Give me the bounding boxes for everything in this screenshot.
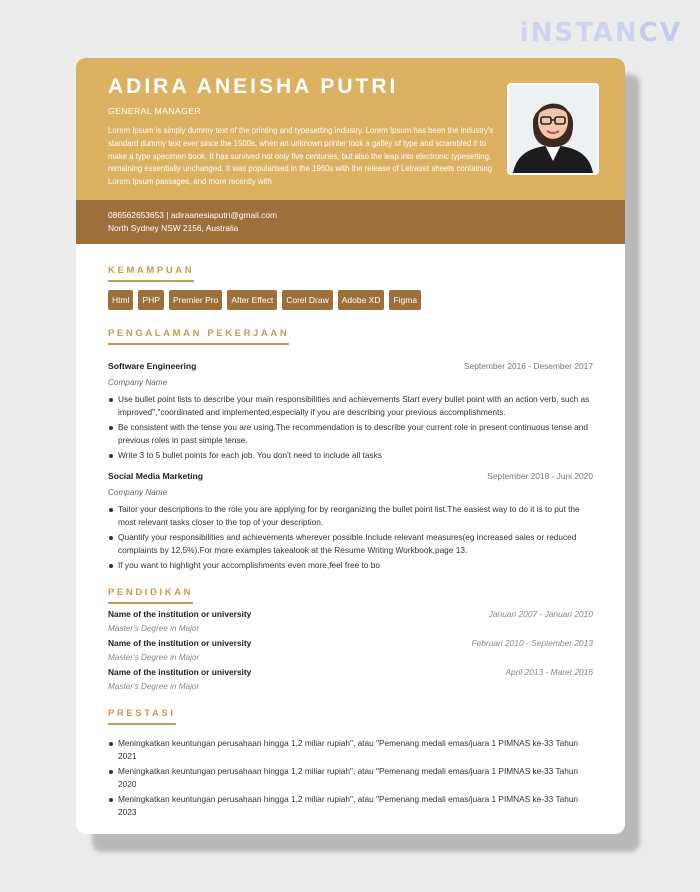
skills-list (108, 290, 593, 310)
job-bullet: If you want to highlight your accomplishments even more,feel free to bo (118, 559, 593, 572)
job-bullet: Write 3 to 5 bullet points for each job. You don't need to include all tasks (118, 449, 593, 462)
brand-logo-text: iNSTAN (519, 18, 639, 48)
person-name: ADIRA ANEISHA PUTRI (108, 75, 399, 98)
job-bullet: Tailor your descriptions to the role you are applying for by reorganizing the bullet point list.The easiest way to do it is to put the most relevant tasks closer to the top of your description. (118, 503, 593, 529)
education-degree: Master's Degree in Major (108, 653, 200, 662)
brand-logo (520, 18, 682, 48)
achievements-list (108, 737, 593, 819)
education-heading: PENDIDIKAN (108, 587, 193, 604)
education-degree: Master's Degree in Major (108, 624, 200, 633)
skill-tag: PHP (138, 290, 163, 310)
skills-heading: KEMAMPUAN (108, 265, 194, 282)
profile-summary: Lorem Ipsum is simply dummy text of the printing and typesetting industry. Lorem Ipsum has been the industry's standard dummy text ever since the 1500s, when an unknown printer took a galley of type and scrambled it to make a type specimen book. It has survived not only five centuries, but also the leap into electronic typesetting, remaining essentially unchanged. It was popularised in the 1960s with the release of Letraset sheets containing Lorem Ipsum passages, and more recently with (108, 126, 494, 187)
education-list (108, 609, 593, 691)
skill-tag: Figma (389, 290, 421, 310)
achievement-item: Meningkatkan keuntungan perusahaan hingga 1,2 miliar rupiah", atau "Pemenang medali emas/juara 1 PIMNAS ke-33 Tahun 2021 (118, 737, 593, 763)
achievement-item: Meningkatkan keuntungan perusahaan hingga 1,2 miliar rupiah", atau "Pemenang medali emas/juara 1 PIMNAS ke-33 Tahun 2020 (118, 765, 593, 791)
job-bullet: Be consistent with the tense you are using.The recommendation is to describe your current role in present continuous tense and previous roles in past simple tense. (118, 421, 593, 447)
job-company: Company Name (108, 488, 168, 497)
education-entry (108, 638, 593, 662)
contact-address: North Sydney NSW 2156, Australia (108, 223, 239, 233)
education-date: Januari 2007 - Januari 2010 (488, 609, 593, 619)
job-bullets (108, 503, 593, 572)
portrait-illustration (509, 85, 597, 173)
brand-logo-cv: CV (638, 18, 682, 48)
job-title: Software Engineering (108, 361, 197, 371)
institution-name: Name of the institution or university (108, 638, 252, 648)
education-degree: Master's Degree in Major (108, 682, 200, 691)
education-entry (108, 667, 593, 691)
resume-body (76, 244, 625, 819)
person-role: GENERAL MANAGER (108, 106, 202, 116)
education-entry (108, 609, 593, 633)
education-date: April 2013 - Maret 2016 (505, 667, 593, 677)
institution-name: Name of the institution or university (108, 667, 252, 677)
job-title: Social Media Marketing (108, 471, 204, 481)
education-date: Februari 2010 - September 2013 (471, 638, 593, 648)
job-entry (108, 471, 593, 572)
achievement-item: Meningkatkan keuntungan perusahaan hingga 1,2 miliar rupiah", atau "Pemenang medali emas/juara 1 PIMNAS ke-33 Tahun 2023 (118, 793, 593, 819)
job-company: Company Name (108, 378, 168, 387)
contact-bar (76, 200, 625, 244)
skill-tag: After Effect (227, 290, 277, 310)
profile-photo (507, 83, 599, 175)
resume-card (76, 58, 625, 834)
job-date: September 2018 - Juni 2020 (487, 471, 593, 481)
job-bullets (108, 393, 593, 462)
achievements-heading: PRESTASI (108, 708, 176, 725)
experience-heading: PENGALAMAN PEKERJAAN (108, 328, 289, 345)
institution-name: Name of the institution or university (108, 609, 252, 619)
job-bullet: Use bullet point lists to describe your main responsibilities and achievements Start every bullet point with an action verb, such as improved","coordinated and implemented,especially if you are describing your previous accomplishments. (118, 393, 593, 419)
skill-tag: Html (108, 290, 133, 310)
resume-header (76, 58, 625, 200)
job-date: September 2016 - Desember 2017 (464, 361, 593, 371)
skill-tag: Adobe XD (338, 290, 385, 310)
job-bullet: Quantify your responsibilities and achievements wherever possible.Include relevant measures(eg increased sales or reduced complaints by 12.5%).For more examples takealook at the Resume Writing Workbook,page 13. (118, 531, 593, 557)
contact-phone-email: 086562653653 | adiraanesiaputri@gmail.com (108, 210, 277, 220)
skill-tag: Premier Pro (169, 290, 222, 310)
job-entry (108, 361, 593, 462)
skill-tag: Corel Draw (282, 290, 333, 310)
